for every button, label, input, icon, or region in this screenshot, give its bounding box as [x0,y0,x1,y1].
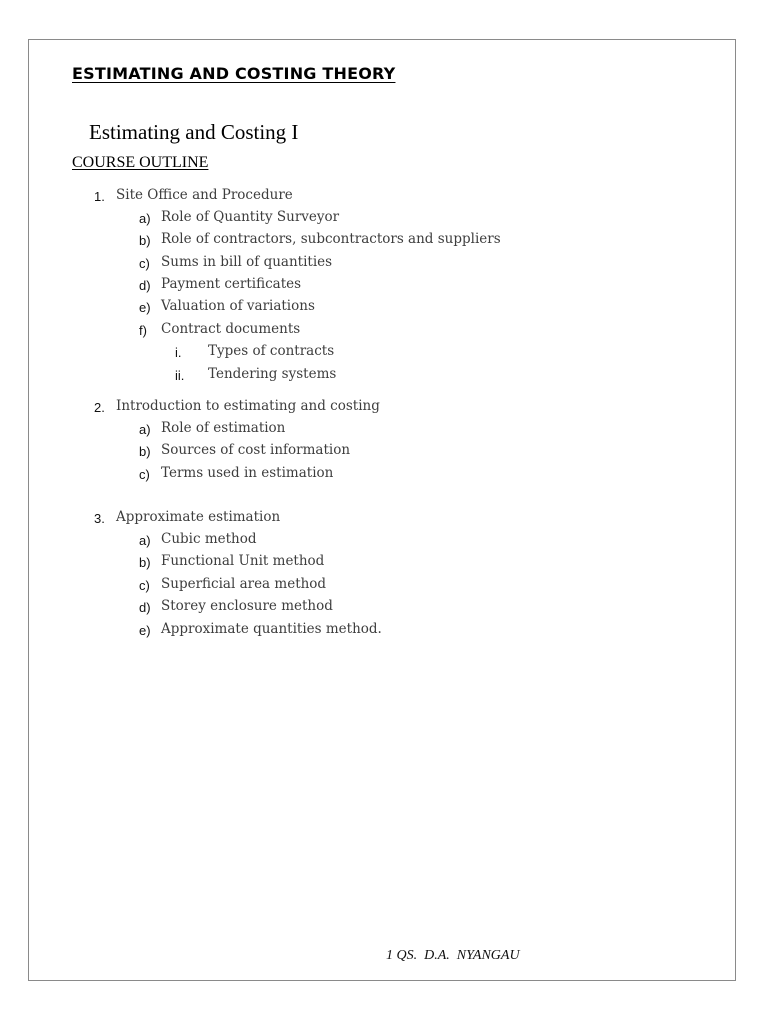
item-marker: e) [139,623,151,638]
section-number: 3. [94,511,105,526]
item-marker: a) [139,533,151,548]
item-marker: e) [139,300,151,315]
item-text: Sources of cost information [161,442,351,458]
section-title: Site Office and Procedure [116,187,293,203]
item-marker: f) [139,323,147,338]
item-text: Cubic method [161,531,257,547]
section-title: Introduction to estimating and costing [116,398,380,414]
item-text: Payment certificates [161,276,302,292]
item-text: Functional Unit method [161,553,325,569]
item-marker: d) [139,278,151,293]
item-text: Sums in bill of quantities [161,254,333,270]
item-marker: a) [139,211,151,226]
section-number: 1. [94,189,105,204]
subitem-marker: ii. [175,368,185,383]
item-text: Superficial area method [161,576,327,592]
course-title: Estimating and Costing I [89,120,299,144]
item-marker: a) [139,422,151,437]
item-marker: b) [139,233,151,248]
item-text: Approximate quantities method. [161,621,382,637]
document-page [28,39,736,981]
item-text: Terms used in estimation [161,465,334,481]
item-text: Contract documents [161,321,301,337]
course-outline-heading: COURSE OUTLINE [72,154,209,171]
item-marker: b) [139,444,151,459]
subitem-text: Tendering systems [208,366,337,382]
item-text: Storey enclosure method [161,598,333,614]
page-footer: 1 QS. D.A. NYANGAU [386,948,520,963]
subitem-marker: i. [175,345,182,360]
section-number: 2. [94,400,105,415]
item-marker: c) [139,467,150,482]
item-text: Role of estimation [161,420,286,436]
item-marker: c) [139,578,150,593]
item-marker: d) [139,600,151,615]
item-marker: c) [139,256,150,271]
document-title: ESTIMATING AND COSTING THEORY [72,64,396,83]
section-title: Approximate estimation [116,509,281,525]
subitem-text: Types of contracts [208,343,335,359]
item-text: Role of Quantity Surveyor [161,209,340,225]
item-text: Valuation of variations [161,298,315,314]
item-text: Role of contractors, subcontractors and suppliers [161,231,501,247]
item-marker: b) [139,555,151,570]
